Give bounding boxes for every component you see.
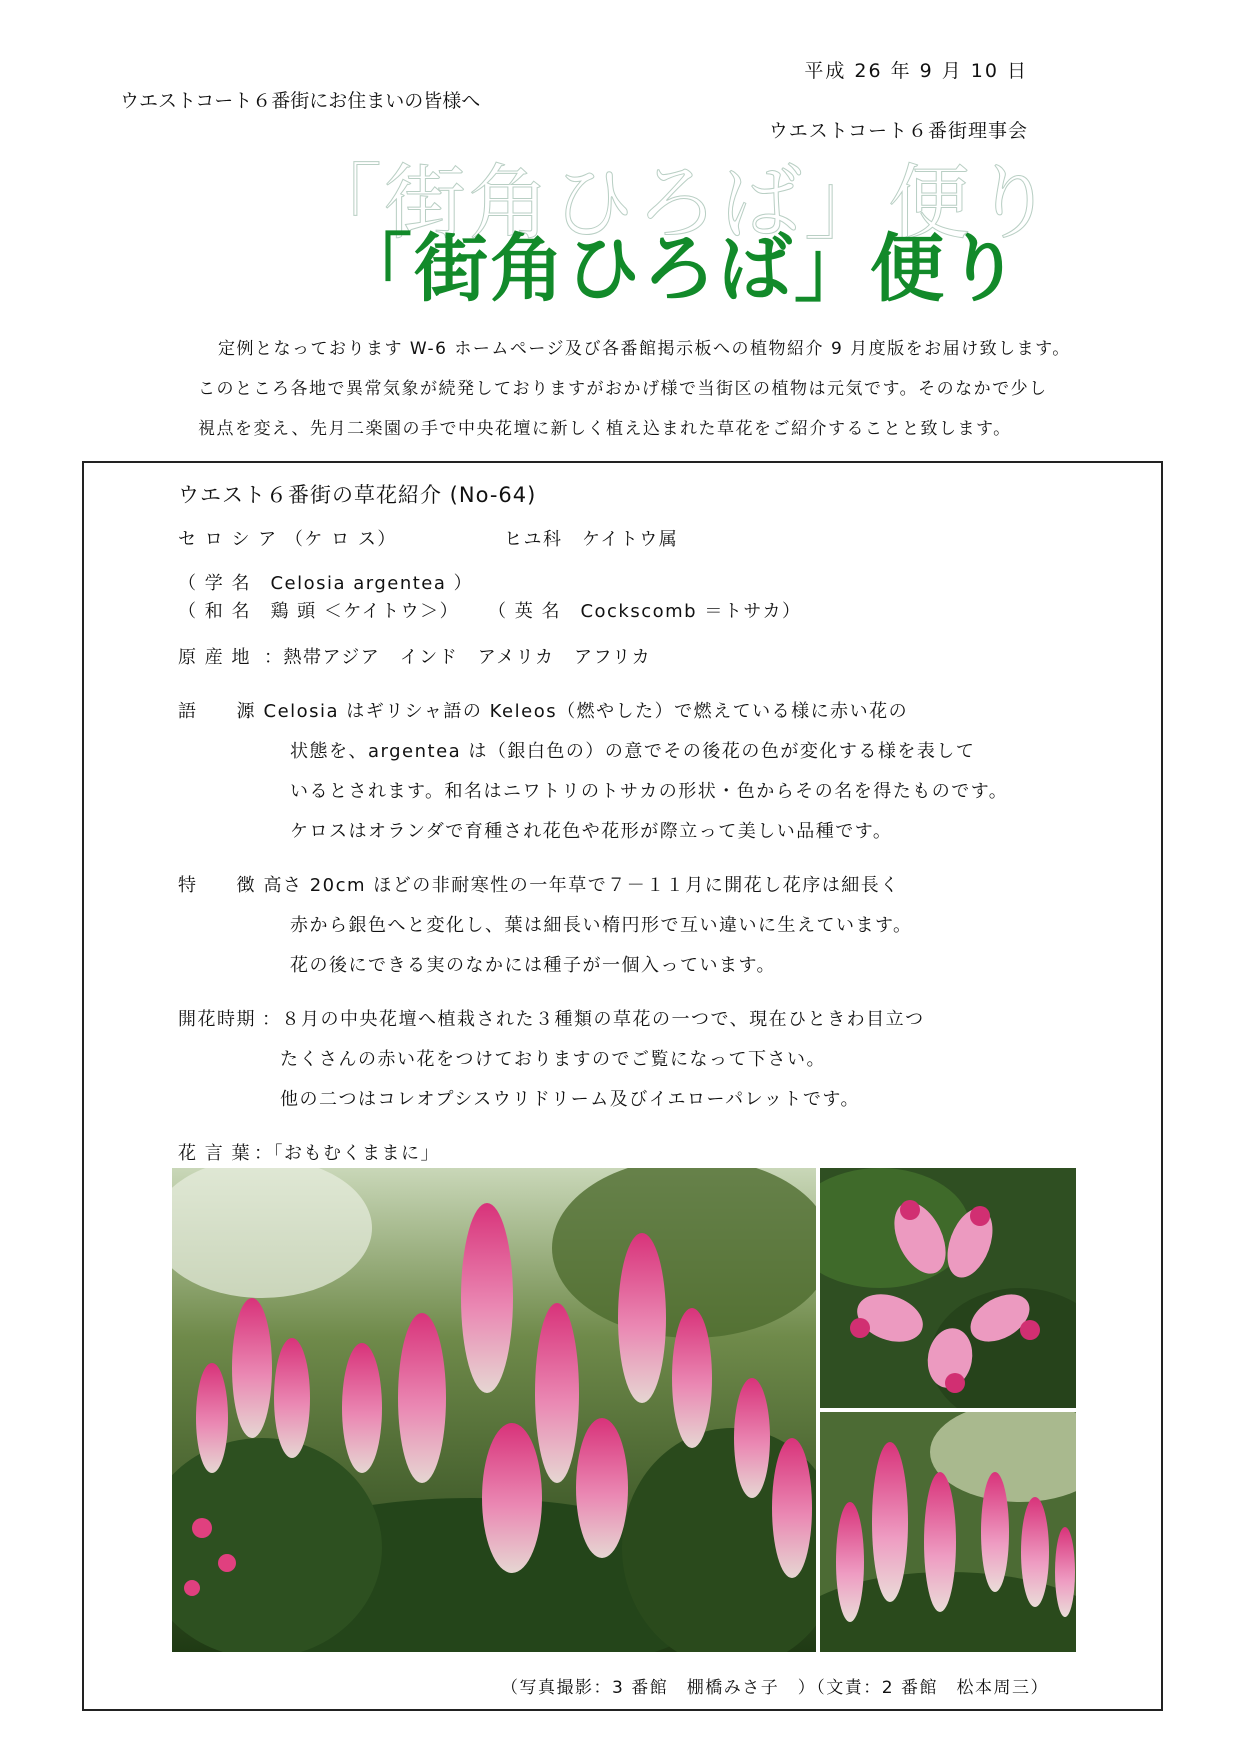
celosia-photo-top-right [820, 1168, 1076, 1408]
photo-credit: （写真撮影：3 番館 棚橋みさ子 ）（文責：2 番館 松本周三） [501, 1678, 1049, 1698]
etymology-line-4: ケロスはオランダで育種され花色や花形が際立って美しい品種です。 [290, 821, 893, 842]
page-title: 「街角ひろば」便り [338, 226, 1022, 312]
etymology-line-2: 状態を、argentea は（銀白色の）の意でその後花の色が変化する様を表して [290, 741, 976, 762]
article-heading: ウエスト６番街の草花紹介 (No-64) [178, 483, 537, 507]
plant-name: セ ロ シ ア （ケ ロ ス） [178, 529, 397, 550]
features-line-1: ：高さ 20cm ほどの非耐寒性の一年草で７－１１月に開花し花序は細長く [244, 875, 900, 896]
sender: ウエストコート６番街理事会 [768, 120, 1028, 142]
bloom-label: 開花時期 [178, 1009, 256, 1030]
features-label: 特 徴 [178, 875, 256, 896]
features-line-3: 花の後にできる実のなかには種子が一個入っています。 [290, 955, 777, 976]
english-name: （ 英 名 Cockscomb ＝トサカ） [488, 601, 802, 622]
title-shadow: 「街角ひろば」便り [300, 156, 1057, 251]
plant-family: ヒユ科 ケイトウ属 [504, 529, 679, 550]
etymology-line-3: いるとされます。和名はニワトリのトサカの形状・色からその名を得たものです。 [290, 781, 1009, 802]
issue-date: 平成 26 年 9 月 10 日 [804, 60, 1028, 82]
intro-line-2: このところ各地で異常気象が続発しておりますがおかげ様で当街区の植物は元気です。そのなかで少し [198, 379, 1048, 399]
features-line-2: 赤から銀色へと変化し、葉は細長い楕円形で互い違いに生えています。 [290, 915, 913, 936]
bloom-line-2: たくさんの赤い花をつけておりますのでご覧になって下さい。 [280, 1049, 826, 1070]
celosia-photo-main [172, 1168, 816, 1652]
japanese-name: （ 和 名 鶏 頭 ＜ケイトウ＞） [178, 601, 460, 622]
flower-language-label: 花 言 葉 [178, 1143, 251, 1164]
flower-language: ：「おもむくままに」 [254, 1143, 440, 1164]
intro-line-1: 定例となっております W-6 ホームページ及び各番館掲示板への植物紹介 9 月度版をお届け致します。 [218, 339, 1071, 359]
etymology-label: 語 源 [178, 701, 256, 722]
origin-label: 原 産 地 [178, 647, 251, 668]
etymology-line-1: ：Celosia はギリシャ語の Keleos（燃やした）で燃えている様に赤い花の [244, 701, 909, 722]
plant-introduction-box [82, 461, 1163, 1711]
addressee: ウエストコート６番街にお住まいの皆様へ [120, 90, 481, 112]
intro-line-3: 視点を変え、先月二楽園の手で中央花壇に新しく植え込まれた草花をご紹介することと致します。 [198, 419, 1012, 439]
origin-text: ：熱帯アジア インド アメリカ アフリカ [264, 647, 652, 668]
scientific-name: （ 学 名 Celosia argentea ） [178, 573, 474, 594]
celosia-photo-bottom-right [820, 1412, 1076, 1652]
bloom-line-3: 他の二つはコレオプシスウリドリーム及びイエローパレットです。 [280, 1089, 860, 1110]
bloom-line-1: ：８月の中央花壇へ植栽された３種類の草花の一つで、現在ひときわ目立つ [262, 1009, 925, 1030]
